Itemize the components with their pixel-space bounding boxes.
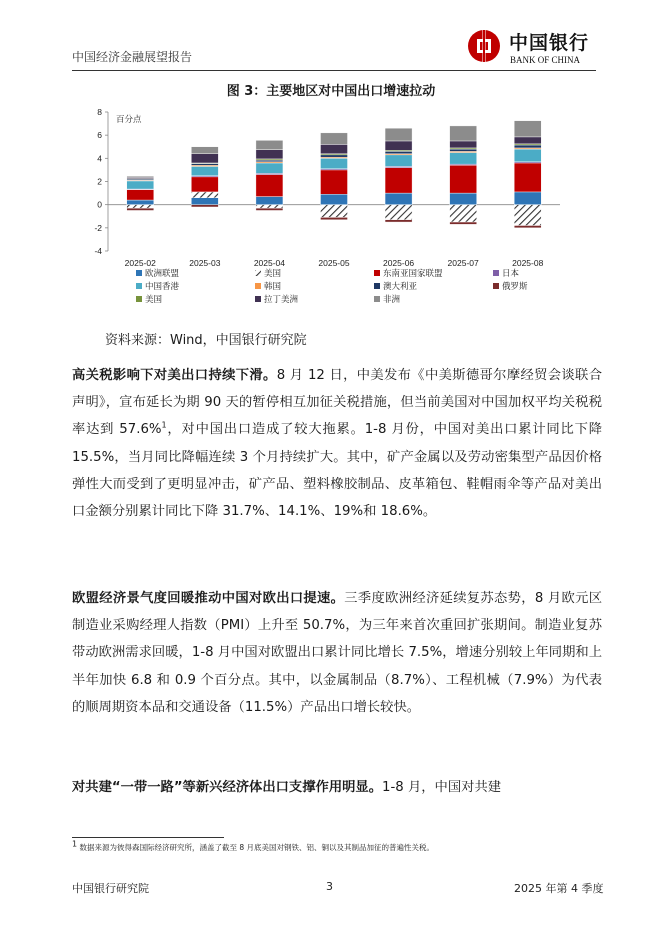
y-tick-label: 6 <box>97 130 102 141</box>
legend-label: 欧洲联盟 <box>145 269 180 279</box>
report-title: 中国经济金融展望报告 <box>72 50 193 64</box>
bank-name-cn: 中国银行 <box>509 32 590 54</box>
bar-segment-2-0 <box>256 197 283 205</box>
bar-segment-1-9 <box>191 154 218 163</box>
bar-segment-3-1 <box>321 205 348 218</box>
export-contribution-chart <box>88 104 568 324</box>
bar-segment-1-4 <box>191 166 218 175</box>
bar-segment-6-6 <box>514 145 541 148</box>
bar-segment-4-0 <box>385 193 412 205</box>
page-number: 3 <box>326 880 333 893</box>
paragraph-us-exports <box>72 362 602 525</box>
bar-segment-3-7 <box>321 217 348 219</box>
legend-label: 拉丁美洲 <box>264 295 299 305</box>
bar-segment-5-2 <box>450 165 477 193</box>
x-tick-label: 2025-03 <box>189 258 221 268</box>
bar-segment-2-7 <box>256 208 283 210</box>
paragraph-lead: 对共建“一带一路”等新兴经济体出口支撑作用明显。 <box>72 780 383 795</box>
paragraph-lead: 欧盟经济景气度回暖推动中国对欧出口提速。 <box>72 591 345 606</box>
bar-segment-4-6 <box>385 151 412 153</box>
bank-name-en: BANK OF CHINA <box>510 55 581 65</box>
bar-segment-2-6 <box>256 160 283 162</box>
footnote-mark: 1 <box>72 839 78 849</box>
header-rule <box>72 70 596 71</box>
bar-segment-1-6 <box>191 164 218 166</box>
bar-segment-5-1 <box>450 205 477 222</box>
footnote-ref[interactable]: 1 <box>161 420 167 430</box>
bar-segment-4-10 <box>385 128 412 141</box>
legend-swatch <box>255 270 261 276</box>
bar-segment-6-0 <box>514 192 541 205</box>
bar-segment-6-1 <box>514 205 541 226</box>
footer-period: 2025 年第 4 季度 <box>514 882 604 895</box>
legend-swatch <box>255 283 261 289</box>
bar-segment-0-2 <box>127 190 154 200</box>
bar-segment-3-0 <box>321 194 348 204</box>
legend-swatch <box>374 270 380 276</box>
legend-swatch <box>136 283 142 289</box>
legend-label: 俄罗斯 <box>502 282 528 292</box>
legend-label: 日本 <box>502 269 520 279</box>
bar-segment-2-9 <box>256 150 283 159</box>
bar-segment-3-9 <box>321 144 348 153</box>
bar-segment-2-4 <box>256 163 283 173</box>
y-tick-label: 8 <box>97 107 102 117</box>
bar-segment-3-6 <box>321 155 348 157</box>
bar-segment-4-4 <box>385 155 412 167</box>
legend-swatch <box>374 296 380 302</box>
x-tick-label: 2025-02 <box>124 258 156 268</box>
figure-source: 资料来源：Wind，中国银行研究院 <box>105 333 307 348</box>
paragraph-body: 1-8 月，中国对共建 <box>382 780 502 795</box>
legend-swatch <box>493 283 499 289</box>
bar-segment-0-0 <box>127 200 154 205</box>
legend-swatch <box>493 270 499 276</box>
footnote <box>72 839 435 853</box>
y-tick-label: 4 <box>97 153 102 164</box>
bar-segment-3-4 <box>321 158 348 168</box>
footer-institute: 中国银行研究院 <box>72 882 149 895</box>
y-tick-label: -4 <box>94 246 102 256</box>
legend-label: 东南亚国家联盟 <box>383 269 443 279</box>
bar-segment-5-9 <box>450 141 477 148</box>
paragraph-eu-exports <box>72 585 602 721</box>
x-tick-label: 2025-07 <box>447 258 479 268</box>
bar-segment-0-4 <box>127 181 154 189</box>
bar-segment-3-2 <box>321 170 348 194</box>
paragraph-lead: 高关税影响下对美出口持续下滑。 <box>72 368 277 383</box>
legend-label: 非洲 <box>383 295 401 305</box>
y-tick-label: -2 <box>94 222 102 233</box>
bar-segment-5-7 <box>450 222 477 224</box>
legend-swatch <box>136 296 142 302</box>
bar-segment-1-2 <box>191 177 218 192</box>
legend-swatch <box>255 296 261 302</box>
y-tick-label: 2 <box>97 176 102 187</box>
legend-label: 美国 <box>145 295 163 305</box>
x-tick-label: 2025-05 <box>318 258 350 268</box>
legend-swatch <box>136 270 142 276</box>
legend-label: 中国香港 <box>145 282 180 292</box>
x-tick-label: 2025-08 <box>512 258 544 268</box>
bar-segment-5-0 <box>450 193 477 205</box>
legend-swatch <box>374 283 380 289</box>
paragraph-belt-road-exports <box>72 774 602 801</box>
bar-segment-6-7 <box>514 226 541 228</box>
footnote-text: 数据来源为彼得森国际经济研究所，涵盖了截至 8 月底美国对钢铁、铝、铜以及其制品加征的普遍性关税。 <box>79 843 435 852</box>
figure-title: 图 3：主要地区对中国出口增速拉动 <box>226 84 436 99</box>
bar-segment-5-4 <box>450 153 477 165</box>
bar-segment-1-10 <box>191 147 218 154</box>
bar-segment-6-2 <box>514 163 541 192</box>
bar-segment-1-0 <box>191 198 218 205</box>
bar-segment-5-6 <box>450 149 477 151</box>
bar-segment-6-4 <box>514 149 541 162</box>
x-tick-label: 2025-04 <box>253 258 286 268</box>
legend-label: 澳大利亚 <box>383 282 418 292</box>
legend-label: 韩国 <box>264 282 282 292</box>
bar-segment-1-1 <box>191 192 218 198</box>
bar-segment-0-10 <box>127 176 154 177</box>
bar-segment-4-9 <box>385 141 412 150</box>
bar-segment-4-7 <box>385 220 412 222</box>
paragraph-body: 三季度欧洲经济延续复苏态势，8 月欧元区制造业采购经理人指数（PMI）上升至 50.7%，为三年来首次重回扩张期间。制造业复苏带动欧洲需求回暖，1-8 月中国对欧盟出口累计同比增长 7.5%，增速分别较上年同期和上半年加快 6.8 和 0.9 个百分点。其中，以金属制品（8.7%）、工程机械（7.9%）为代表的顺周期资本品和交通设备（11.5%）产品出口增长较快。 <box>72 591 603 715</box>
bar-segment-2-2 <box>256 175 283 197</box>
bar-segment-0-7 <box>127 208 154 210</box>
x-tick-label: 2025-06 <box>382 258 415 268</box>
bar-segment-6-9 <box>514 137 541 144</box>
unit-label: 百分点 <box>116 114 142 124</box>
footnote-rule <box>72 837 224 838</box>
bar-segment-3-10 <box>321 133 348 145</box>
bar-segment-2-1 <box>256 205 283 208</box>
paragraph-body-cont: ，对中国出口造成了较大拖累。1-8 月份，中国对美出口累计同比下降 15.5%，当月同比降幅连续 3 个月持续扩大。其中，矿产金属以及劳动密集型产品因价格弹性大而受到了更明显冲击，矿产品、塑料橡胶制品、皮革箱包、鞋帽雨伞等产品对美出口金额分别累计同比下降 31.7%、14.1%、19%和 18.6%。 <box>72 422 603 520</box>
bar-segment-5-10 <box>450 126 477 141</box>
bar-segment-0-1 <box>127 205 154 208</box>
legend-label: 美国 <box>264 269 282 279</box>
bar-segment-4-1 <box>385 205 412 220</box>
bar-segment-1-7 <box>191 205 218 207</box>
y-tick-label: 0 <box>97 199 102 210</box>
bar-segment-6-10 <box>514 121 541 137</box>
bar-segment-2-10 <box>256 140 283 149</box>
bar-segment-4-2 <box>385 168 412 193</box>
paragraph-body: 8 月 12 日，中美发布《中美斯德哥尔摩经贸会谈联合声明》，宣布延长为期 90 天的暂停相互加征关税措施，但当前美国对中国加权平均关税税率达到 57.6% <box>72 368 603 438</box>
